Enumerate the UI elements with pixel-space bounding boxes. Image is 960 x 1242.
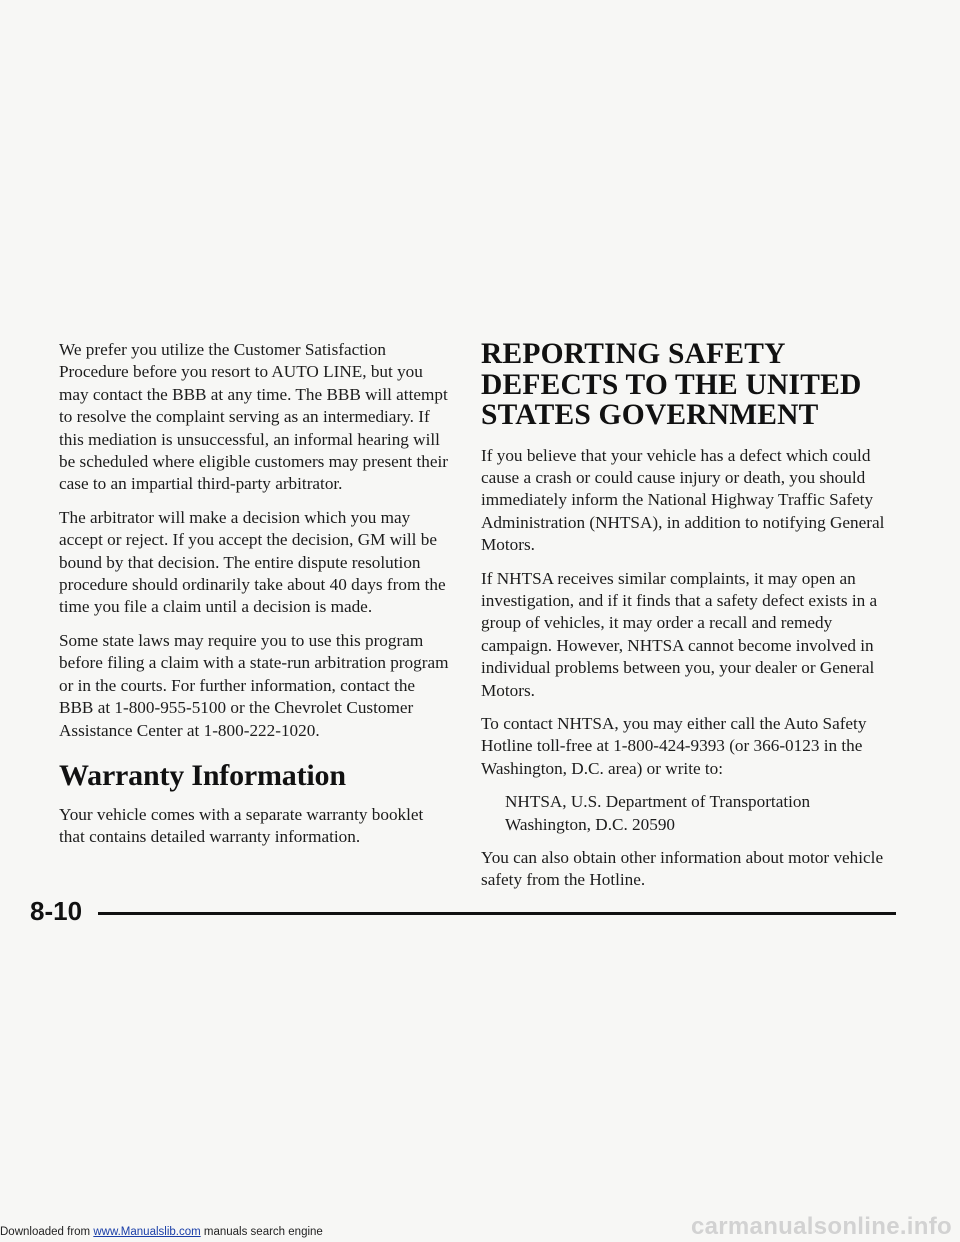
paragraph-state-laws: Some state laws may require you to use this program before filing a claim with a state-run arbitration program or in the courts. For further information, contact the BBB at 1-800-955-5100 or the Chevrolet Customer Assistance Center at 1-800-222-1020. <box>59 630 449 740</box>
address-line-2: Washington, D.C. 20590 <box>505 814 676 834</box>
address-line-1: NHTSA, U.S. Department of Transportation <box>505 792 811 812</box>
download-note <box>0 1226 323 1238</box>
paragraph-contact-nhtsa: To contact NHTSA, you may either call the Auto Safety Hotline toll-free at 1-800-424-9393 (or 366-0123 in the Washington, D.C. area) or write to: <box>481 713 867 778</box>
paragraph-customer-satisfaction: We prefer you utilize the Customer Satisfaction Procedure before you resort to AUTO LINE, but you may contact the BBB at any time. The BBB will attempt to resolve the complaint serving as an intermediary. If this mediation is unsuccessful, an informal hearing will be scheduled where eligible customers may present their case to an impartial third-party arbitrator. <box>59 340 448 494</box>
manualslib-link[interactable]: www.Manualslib.com <box>93 1226 201 1238</box>
left-column <box>59 339 451 860</box>
nhtsa-address <box>481 791 901 836</box>
paragraph-report-defect: If you believe that your vehicle has a defect which could cause a crash or could cause injury or death, you should immediately inform the National Highway Traffic Safety Administration (NHTSA), in addition to notifying General Motors. <box>481 445 885 555</box>
download-prefix: Downloaded from <box>0 1226 94 1238</box>
download-suffix: manuals search engine <box>200 1226 323 1238</box>
safety-defects-heading: REPORTING SAFETY DEFECTS TO THE UNITED STATES GOVERNMENT <box>481 338 862 431</box>
paragraph-arbitrator-decision: The arbitrator will make a decision which you may accept or reject. If you accept the decision, GM will be bound by that decision. The entire dispute resolution procedure should ordinarily take about 40 days from the time you file a claim until a decision is made. <box>59 507 446 617</box>
paragraph-warranty-booklet: Your vehicle comes with a separate warranty booklet that contains detailed warranty information. <box>59 804 424 847</box>
right-column <box>481 339 901 903</box>
paragraph-hotline-info: You can also obtain other information about motor vehicle safety from the Hotline. <box>481 848 884 890</box>
warranty-heading: Warranty Information <box>59 758 346 792</box>
paragraph-nhtsa-complaints: If NHTSA receives similar complaints, it may open an investigation, and if it finds that a safety defect exists in a group of vehicles, it may order a recall and remedy campaign. However, NHTSA cannot become involved in individual problems between you, your dealer or General Motors. <box>481 568 878 700</box>
watermark-text: carmanualsonline.info <box>690 1213 952 1240</box>
page-number: 8-10 <box>30 896 83 926</box>
footer-divider <box>98 912 896 915</box>
